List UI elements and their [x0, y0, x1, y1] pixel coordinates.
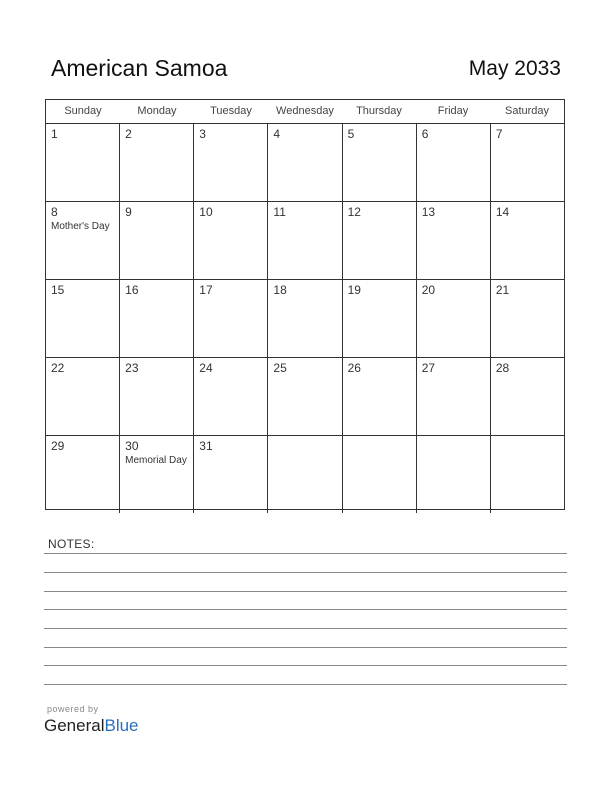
day-number: 10	[199, 205, 213, 219]
day-number: 11	[273, 205, 286, 219]
day-cell-7[interactable]	[491, 124, 564, 201]
note-line	[44, 684, 567, 685]
weekday-wednesday: Wednesday	[276, 105, 334, 117]
day-cell-10[interactable]	[194, 202, 268, 279]
day-cell-21[interactable]	[491, 280, 564, 357]
day-number: 19	[347, 283, 361, 297]
day-number: 5	[347, 127, 355, 141]
note-line	[44, 609, 567, 610]
day-cell-15[interactable]	[46, 280, 120, 357]
country-title: American Samoa	[51, 55, 228, 81]
day-number: 20	[421, 283, 436, 297]
weekday-monday: Monday	[137, 105, 177, 117]
day-number: 28	[495, 361, 510, 375]
day-cell-24[interactable]	[194, 358, 268, 435]
day-cell-28[interactable]	[491, 358, 564, 435]
empty-day-cell	[268, 436, 342, 513]
week-row	[46, 436, 564, 513]
day-cell-18[interactable]	[268, 280, 342, 357]
week-row	[46, 202, 564, 280]
day-cell-8[interactable]	[46, 202, 120, 279]
day-number: 14	[495, 205, 510, 219]
day-cell-20[interactable]	[417, 280, 491, 357]
day-cell-13[interactable]	[417, 202, 491, 279]
day-cell-26[interactable]	[343, 358, 417, 435]
day-number: 7	[495, 127, 503, 141]
day-number: 29	[51, 439, 65, 453]
day-cell-4[interactable]	[268, 124, 342, 201]
weekday-sunday: Sunday	[64, 105, 102, 117]
day-cell-1[interactable]	[46, 124, 120, 201]
day-number: 6	[421, 127, 429, 141]
powered-by-text: powered by	[47, 704, 99, 714]
day-number: 17	[199, 283, 213, 297]
day-number: 15	[51, 283, 65, 297]
day-cell-5[interactable]	[343, 124, 417, 201]
weekday-friday: Friday	[437, 105, 469, 117]
day-number: 25	[273, 361, 287, 375]
calendar-grid	[45, 99, 565, 510]
day-number: 9	[125, 205, 132, 219]
weekday-tuesday: Tuesday	[210, 105, 252, 117]
week-row	[46, 280, 564, 358]
holiday-label: Memorial Day	[125, 455, 187, 466]
day-number: 1	[51, 127, 58, 141]
brand-logo[interactable]	[44, 716, 139, 736]
day-number: 26	[347, 361, 361, 375]
empty-day-cell	[343, 436, 417, 513]
day-cell-9[interactable]	[120, 202, 194, 279]
month-title: May 2033	[468, 57, 561, 80]
day-number: 27	[421, 361, 436, 375]
brand-blue: Blue	[104, 716, 139, 735]
calendar-weeks	[46, 124, 564, 513]
day-number: 3	[199, 127, 206, 141]
day-number: 16	[125, 283, 139, 297]
note-line	[44, 628, 567, 629]
day-cell-12[interactable]	[343, 202, 417, 279]
day-number: 18	[273, 283, 287, 297]
note-line	[44, 647, 567, 648]
day-number: 24	[199, 361, 213, 375]
day-cell-14[interactable]	[491, 202, 564, 279]
notes-label: NOTES:	[48, 537, 95, 551]
day-number: 2	[125, 127, 132, 141]
note-line	[44, 572, 567, 573]
note-line	[44, 553, 567, 554]
day-cell-6[interactable]	[417, 124, 491, 201]
day-number: 23	[125, 361, 139, 375]
empty-day-cell	[491, 436, 564, 513]
day-cell-3[interactable]	[194, 124, 268, 201]
weekday-thursday: Thursday	[356, 105, 402, 117]
note-line	[44, 665, 567, 666]
day-cell-19[interactable]	[343, 280, 417, 357]
week-row	[46, 124, 564, 202]
day-number: 30	[125, 439, 139, 453]
day-number: 31	[199, 439, 213, 453]
brand-general: General	[44, 716, 105, 735]
day-number: 13	[421, 205, 436, 219]
day-cell-2[interactable]	[120, 124, 194, 201]
day-number: 4	[273, 127, 281, 141]
day-number: 21	[495, 283, 510, 297]
day-cell-11[interactable]	[268, 202, 342, 279]
week-row	[46, 358, 564, 436]
day-number: 22	[51, 361, 65, 375]
day-cell-22[interactable]	[46, 358, 120, 435]
day-cell-16[interactable]	[120, 280, 194, 357]
day-cell-27[interactable]	[417, 358, 491, 435]
empty-day-cell	[417, 436, 491, 513]
weekday-header-row	[46, 100, 564, 124]
day-cell-30[interactable]	[120, 436, 194, 513]
day-cell-29[interactable]	[46, 436, 120, 513]
day-cell-31[interactable]	[194, 436, 268, 513]
day-cell-25[interactable]	[268, 358, 342, 435]
holiday-label: Mother's Day	[51, 221, 110, 232]
day-number: 8	[51, 205, 58, 219]
day-cell-17[interactable]	[194, 280, 268, 357]
day-cell-23[interactable]	[120, 358, 194, 435]
day-number: 12	[347, 205, 361, 219]
weekday-saturday: Saturday	[504, 105, 550, 117]
note-line	[44, 591, 567, 592]
